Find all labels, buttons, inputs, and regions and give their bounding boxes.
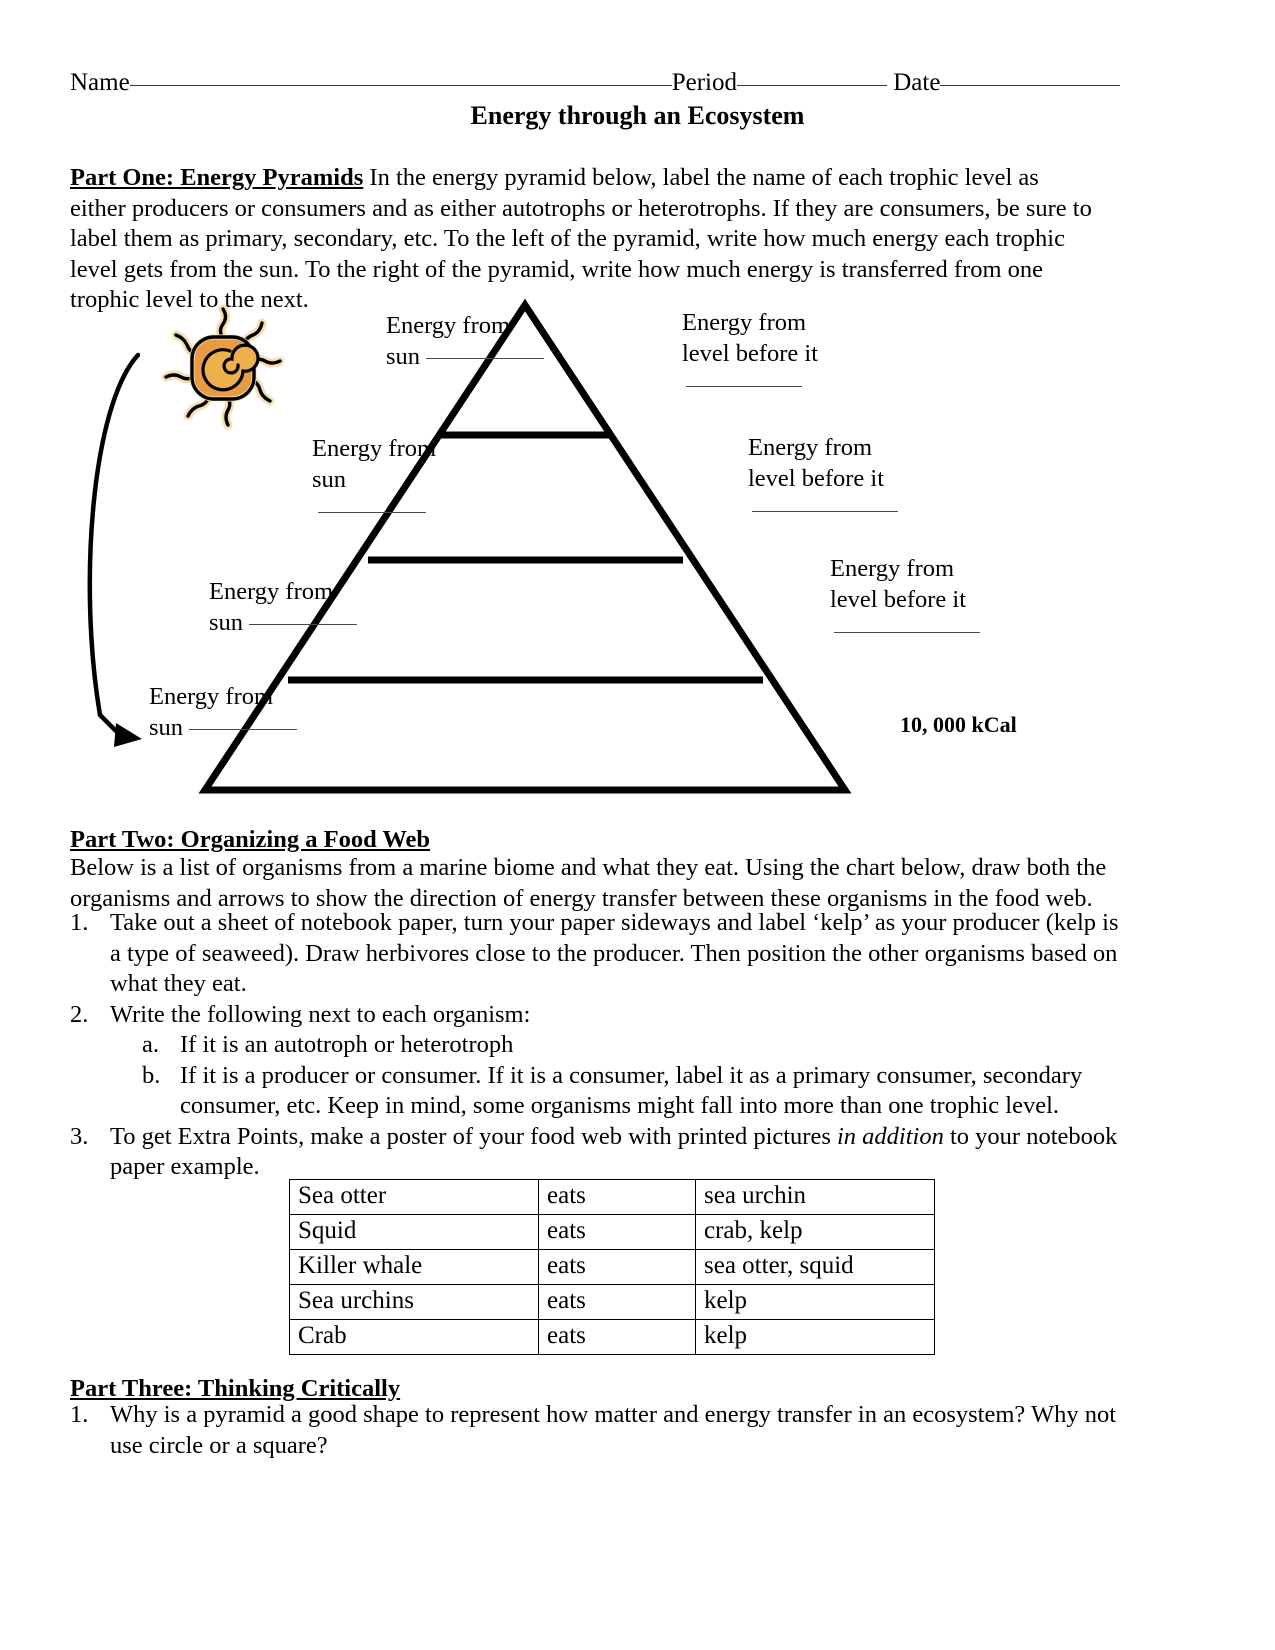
cell-organism: Sea otter — [290, 1180, 539, 1215]
part-three-heading: Part Three: Thinking Critically — [70, 1375, 401, 1402]
pyramid-right-label-3 — [830, 553, 980, 646]
list-marker: b. — [142, 1061, 161, 1089]
pyramid-left-label-2-line1: Energy from — [312, 435, 437, 462]
part-one-body: In the energy pyramid below, label the name of each trophic level as either producers or consumers and as either autotrophs or heterotrophs. If they are consumers, be sure to label them as primary, secondary, etc. To the left of the pyramid, write how much energy each trophic level gets from the sun. To the right of the pyramid, write how much energy is transferred from one trophic level to the next. — [70, 164, 1092, 313]
page-title: Energy through an Ecosystem — [470, 101, 805, 130]
part-two-intro: Below is a list of organisms from a marine biome and what they eat. Using the chart below, draw both the organisms and arrows to show the direction of energy transfer between these organisms in the food web. — [70, 854, 1107, 912]
list-marker: 3. — [70, 1122, 89, 1150]
pyramid-left-label-2-line2: sun — [312, 466, 347, 493]
pyramid-right-label-1-line1: Energy from — [682, 309, 807, 336]
pyramid-left-label-4 — [149, 681, 297, 743]
pyramid-right-blank-3[interactable] — [834, 632, 980, 633]
list-text-pre: To get Extra Points, make a poster of your food web with printed pictures — [110, 1122, 837, 1150]
date-label: Date — [893, 69, 941, 96]
list-item — [142, 1061, 1125, 1122]
list-marker: 2. — [70, 1000, 89, 1028]
pyramid-right-label-1-line2: level before it — [682, 340, 819, 367]
cell-food: kelp — [696, 1285, 935, 1320]
part-one-paragraph — [70, 163, 1092, 316]
list-text: If it is an autotroph or heterotroph — [180, 1031, 514, 1058]
pyramid-left-label-4-line1: Energy from — [149, 683, 274, 710]
cell-organism: Crab — [290, 1320, 539, 1355]
pyramid-left-blank-3[interactable] — [249, 624, 357, 625]
list-item — [70, 908, 1125, 1000]
pyramid-right-blank-2[interactable] — [752, 511, 898, 512]
list-text: Take out a sheet of notebook paper, turn your paper sideways and label ‘kelp’ as your producer (kelp is a type of seaweed). Draw herbivores close to the producer. Then position the other organisms based on what they eat. — [110, 909, 1119, 997]
sun-energy-arrow — [90, 355, 142, 747]
part-two-heading-wrap — [70, 825, 1092, 856]
pyramid-left-blank-1[interactable] — [426, 358, 544, 359]
list-item — [70, 1000, 1125, 1031]
list-text: Why is a pyramid a good shape to represent how matter and energy transfer in an ecosystem? Why not use circle or a square? — [110, 1401, 1117, 1459]
pyramid-right-label-3-line1: Energy from — [830, 555, 955, 582]
pyramid-left-label-4-line2: sun — [149, 714, 190, 741]
part-two-instructions — [70, 908, 1125, 1183]
pyramid-left-blank-2[interactable] — [318, 512, 426, 513]
table-row — [290, 1215, 935, 1250]
cell-verb: eats — [539, 1180, 696, 1215]
part-two-heading: Part Two: Organizing a Food Web — [70, 826, 431, 853]
list-item — [70, 1122, 1125, 1183]
pyramid-left-blank-4[interactable] — [189, 729, 297, 730]
cell-food: sea otter, squid — [696, 1250, 935, 1285]
list-text — [110, 1122, 1125, 1183]
table-row — [290, 1285, 935, 1320]
pyramid-base-value: 10, 000 kCal — [900, 712, 1017, 737]
energy-pyramid-diagram — [70, 295, 1160, 815]
organism-food-table — [289, 1179, 935, 1355]
cell-verb: eats — [539, 1250, 696, 1285]
part-three-questions — [70, 1400, 1145, 1461]
part-one-heading: Part One: Energy Pyramids — [70, 164, 364, 191]
sun-icon — [158, 303, 288, 433]
list-marker: 1. — [70, 1401, 89, 1428]
cell-food: kelp — [696, 1320, 935, 1355]
name-blank[interactable] — [130, 85, 672, 86]
pyramid-left-label-1-line2: sun — [386, 343, 427, 370]
list-marker: 1. — [70, 909, 89, 936]
list-text: If it is a producer or consumer. If it is a consumer, label it as a primary consumer, secondary consumer, etc. Keep in mind, some organisms might fall into more than one trophic level. — [180, 1061, 1083, 1119]
list-text: Write the following next to each organism: — [110, 1000, 531, 1028]
pyramid-left-label-1-line1: Energy from — [386, 312, 511, 339]
date-blank[interactable] — [940, 85, 1120, 86]
cell-organism: Sea urchins — [290, 1285, 539, 1320]
name-label: Name — [70, 69, 130, 96]
list-text-italic: in addition — [837, 1122, 944, 1150]
student-info-header — [70, 68, 1145, 98]
list-item — [142, 1030, 1125, 1061]
cell-food: sea urchin — [696, 1180, 935, 1215]
pyramid-left-label-1 — [386, 310, 544, 372]
cell-verb: eats — [539, 1285, 696, 1320]
period-blank[interactable] — [737, 85, 887, 86]
pyramid-right-label-2 — [748, 432, 898, 525]
pyramid-left-label-3 — [209, 576, 357, 638]
cell-organism: Squid — [290, 1215, 539, 1250]
pyramid-right-label-2-line1: Energy from — [748, 434, 873, 461]
list-item — [70, 1400, 1145, 1461]
cell-organism: Killer whale — [290, 1250, 539, 1285]
pyramid-left-label-2 — [312, 433, 436, 526]
pyramid-left-label-3-line1: Energy from — [209, 578, 334, 605]
pyramid-right-label-2-line2: level before it — [748, 465, 885, 492]
pyramid-right-label-3-line2: level before it — [830, 586, 967, 613]
table-row — [290, 1180, 935, 1215]
pyramid-right-blank-1[interactable] — [686, 386, 802, 387]
cell-food: crab, kelp — [696, 1215, 935, 1250]
table-row — [290, 1250, 935, 1285]
cell-verb: eats — [539, 1320, 696, 1355]
pyramid-left-label-3-line2: sun — [209, 609, 250, 636]
list-marker: a. — [142, 1031, 159, 1058]
period-label: Period — [671, 69, 737, 96]
table-row — [290, 1320, 935, 1355]
pyramid-right-label-1 — [682, 307, 818, 400]
cell-verb: eats — [539, 1215, 696, 1250]
part-two-sublist — [142, 1030, 1125, 1122]
list-text-post: to your notebook paper example. — [110, 1122, 1118, 1180]
